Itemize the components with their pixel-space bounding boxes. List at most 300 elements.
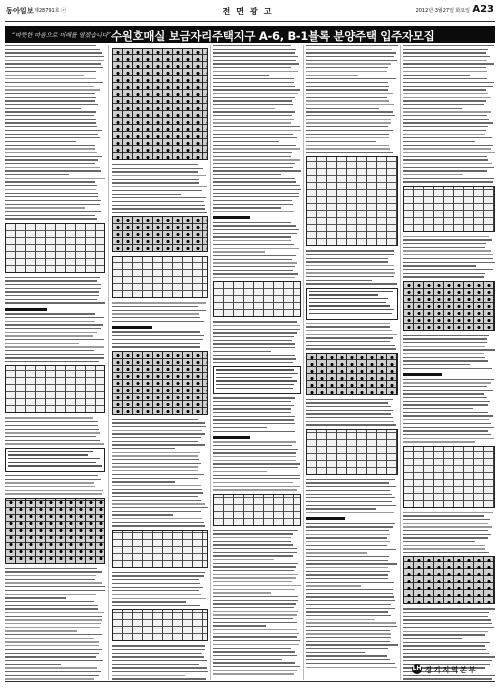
fine-print-line <box>306 337 393 338</box>
fine-print-line <box>306 608 395 609</box>
fine-print-line <box>5 163 95 164</box>
fine-print-line <box>403 627 494 628</box>
fine-print-line <box>213 456 296 457</box>
fine-print-line <box>213 45 291 46</box>
fine-print-line <box>213 137 297 138</box>
data-table <box>5 365 105 413</box>
fine-print-line <box>5 675 99 676</box>
fine-print-line <box>306 326 390 327</box>
fine-print-line <box>306 52 396 53</box>
fine-print-line <box>5 108 81 109</box>
fine-print-line <box>112 186 207 187</box>
fine-print-line <box>306 626 397 627</box>
fine-print-line <box>306 345 395 346</box>
section-heading-bar <box>213 436 250 439</box>
fine-print-line <box>213 441 296 442</box>
fine-print-line <box>213 563 298 564</box>
fine-print-line <box>306 633 391 634</box>
fine-print-line <box>306 505 396 506</box>
fine-print-line <box>112 590 199 591</box>
fine-print-line <box>213 126 300 127</box>
fine-print-line <box>5 204 100 205</box>
fine-print-line <box>306 334 397 335</box>
fine-print-line <box>306 63 391 64</box>
fine-print-line <box>5 664 61 665</box>
fine-print-line <box>112 448 175 449</box>
fine-print-line <box>213 566 296 567</box>
fine-print-line <box>5 167 100 168</box>
fine-print-line <box>403 342 487 343</box>
fine-print-line <box>403 608 495 609</box>
fine-print-line <box>306 585 361 586</box>
fine-print-line <box>306 637 391 638</box>
fine-print-line <box>213 614 297 615</box>
fine-print-line <box>213 251 265 252</box>
section-heading-bar <box>5 308 47 311</box>
fine-print-line <box>5 89 100 90</box>
fine-print-line <box>306 145 389 146</box>
fine-print-line <box>216 380 297 381</box>
fine-print-line <box>306 589 393 590</box>
data-table <box>306 156 398 246</box>
fine-print-line <box>306 549 396 550</box>
fine-print-line <box>5 332 97 333</box>
fine-print-line <box>403 623 492 624</box>
fine-print-line <box>403 368 492 369</box>
fine-print-line <box>213 225 296 226</box>
fine-print-line <box>112 594 201 595</box>
fine-print-line <box>112 649 205 650</box>
fine-print-line <box>306 56 394 57</box>
fine-print-line <box>306 655 387 656</box>
fine-print-line <box>213 93 298 94</box>
fine-print-line <box>213 100 292 101</box>
fine-print-line <box>309 298 388 299</box>
fine-print-line <box>213 75 269 76</box>
fine-print-line <box>403 89 486 90</box>
fine-print-line <box>5 601 94 602</box>
fine-print-line <box>5 590 105 591</box>
fine-print-line <box>306 667 397 668</box>
fine-print-line <box>306 417 393 418</box>
data-table <box>112 256 208 298</box>
fine-print-line <box>213 541 291 542</box>
fine-print-line <box>213 362 293 363</box>
issue-number: 제28791호 ⓔ <box>34 8 67 14</box>
fine-print-line <box>213 603 296 604</box>
fine-print-line <box>5 86 94 87</box>
text-column <box>403 45 495 680</box>
fine-print-line <box>112 500 201 501</box>
fine-print-line <box>306 571 390 572</box>
fine-print-line <box>213 86 295 87</box>
fine-print-line <box>213 622 297 623</box>
fine-print-line <box>309 309 394 310</box>
fine-print-line <box>213 405 294 406</box>
notice-box <box>306 288 398 320</box>
fine-print-line <box>309 313 392 314</box>
fine-print-line <box>306 545 387 546</box>
fine-print-line <box>5 189 96 190</box>
fine-print-line <box>213 471 267 472</box>
fine-print-line <box>403 415 493 416</box>
fine-print-line <box>213 134 293 135</box>
fine-print-line <box>5 207 85 208</box>
fine-print-line <box>306 663 395 664</box>
fine-print-line <box>5 75 84 76</box>
fine-print-line <box>306 410 393 411</box>
fine-print-line <box>403 541 475 542</box>
fine-print-line <box>5 159 98 160</box>
fine-print-line <box>306 49 392 50</box>
fine-print-line <box>403 434 491 435</box>
fine-print-line <box>213 581 292 582</box>
fine-print-line <box>213 332 297 333</box>
fine-print-line <box>403 273 485 274</box>
fine-print-line <box>5 350 94 351</box>
fine-print-line <box>5 67 103 68</box>
fine-print-line <box>213 211 294 212</box>
fine-print-line <box>213 266 295 267</box>
data-table <box>403 556 495 604</box>
fine-print-line <box>5 605 98 606</box>
fine-print-line <box>112 579 199 580</box>
fine-print-line <box>306 659 390 660</box>
fine-print-line <box>403 174 463 175</box>
fine-print-line <box>213 636 297 637</box>
fine-print-line <box>403 82 494 83</box>
fine-print-line <box>403 656 495 657</box>
fine-print-line <box>213 592 271 593</box>
fine-print-line <box>112 168 203 169</box>
fine-print-line <box>403 170 487 171</box>
ad-banner <box>5 26 495 43</box>
fine-print-line <box>5 93 95 94</box>
fine-print-line <box>213 673 294 674</box>
fine-print-line <box>5 678 94 679</box>
fine-print-line <box>5 321 95 322</box>
fine-print-line <box>213 145 296 146</box>
fine-print-line <box>112 175 206 176</box>
fine-print-line <box>213 347 295 348</box>
fine-print-line <box>306 283 397 284</box>
fine-print-line <box>403 523 488 524</box>
fine-print-line <box>213 666 300 667</box>
fine-print-line <box>5 335 93 336</box>
fine-print-line <box>5 52 102 53</box>
fine-print-line <box>213 273 298 274</box>
fine-print-line <box>213 159 300 160</box>
fine-print-line <box>403 262 495 263</box>
fine-print-line <box>403 156 487 157</box>
fine-print-line <box>5 594 96 595</box>
fine-print-line <box>403 653 489 654</box>
fine-print-line <box>112 441 198 442</box>
fine-print-line <box>213 596 298 597</box>
data-table <box>112 48 208 160</box>
fine-print-line <box>403 93 488 94</box>
fine-print-line <box>403 338 487 339</box>
fine-print-line <box>306 644 398 645</box>
fine-print-line <box>213 607 294 608</box>
fine-print-line <box>213 185 300 186</box>
fine-print-line <box>306 137 389 138</box>
fine-print-line <box>112 522 204 523</box>
fine-print-line <box>403 408 473 409</box>
fine-print-line <box>8 462 96 463</box>
fine-print-line <box>403 78 487 79</box>
text-column <box>213 45 301 680</box>
fine-print-line <box>403 412 488 413</box>
text-column <box>112 45 208 680</box>
data-table <box>112 351 208 415</box>
fine-print-line <box>112 321 204 322</box>
fine-print-line <box>112 664 199 665</box>
fine-print-line <box>112 302 206 303</box>
fine-print-line <box>403 167 494 168</box>
fine-print-line <box>213 625 266 626</box>
fine-print-line <box>403 537 488 538</box>
fine-print-line <box>306 111 393 112</box>
fine-print-line <box>403 86 493 87</box>
fine-print-line <box>213 618 293 619</box>
fine-print-line <box>213 530 298 531</box>
fine-print-line <box>306 330 392 331</box>
fine-print-line <box>306 141 376 142</box>
fine-print-line <box>112 587 203 588</box>
data-table <box>213 281 301 317</box>
fine-print-line <box>112 459 199 460</box>
fine-print-line <box>5 582 102 583</box>
fine-print-line <box>112 656 204 657</box>
fine-print-line <box>112 317 200 318</box>
fine-print-line <box>213 427 267 428</box>
fine-print-line <box>403 612 489 613</box>
fine-print-line <box>5 493 102 494</box>
fine-print-line <box>5 660 103 661</box>
fine-print-line <box>112 171 198 172</box>
fine-print-line <box>112 470 198 471</box>
fine-print-line <box>213 122 291 123</box>
fine-print-line <box>5 196 98 197</box>
fine-print-line <box>112 525 205 526</box>
fine-print-line <box>112 514 173 515</box>
fine-print-line <box>5 354 104 355</box>
fine-print-line <box>306 512 394 513</box>
fine-print-line <box>403 634 485 635</box>
fine-print-line <box>403 552 489 553</box>
fine-print-line <box>112 331 200 332</box>
fine-print-line <box>403 534 491 535</box>
fine-print-line <box>5 586 105 587</box>
fine-print-line <box>403 364 470 365</box>
notice-box <box>5 448 105 472</box>
fine-print-line <box>112 572 205 573</box>
fine-print-line <box>213 408 291 409</box>
fine-print-line <box>403 430 488 431</box>
fine-print-line <box>213 475 300 476</box>
fine-print-line <box>112 339 203 340</box>
fine-print-line <box>403 649 486 650</box>
fine-print-line <box>5 104 98 105</box>
fine-print-line <box>213 200 292 201</box>
fine-print-line <box>5 313 95 314</box>
fine-print-line <box>5 100 95 101</box>
fine-print-line <box>213 412 291 413</box>
fine-print-line <box>5 486 95 487</box>
fine-print-line <box>306 348 396 349</box>
fine-print-line <box>5 119 96 120</box>
fine-print-line <box>403 660 492 661</box>
fine-print-line <box>403 269 493 270</box>
fine-print-line <box>403 276 484 277</box>
fine-print-line <box>306 648 388 649</box>
fine-print-line <box>213 478 300 479</box>
section-heading-bar <box>403 373 442 376</box>
fine-print-line <box>306 45 398 46</box>
fine-print-line <box>213 559 274 560</box>
fine-print-line <box>213 445 292 446</box>
fine-print-line <box>112 463 201 464</box>
fine-print-line <box>213 640 300 641</box>
fine-print-line <box>213 655 297 656</box>
fine-print-line <box>403 335 489 336</box>
fine-print-line <box>403 645 485 646</box>
fine-print-line <box>403 67 486 68</box>
fine-print-line <box>309 294 378 295</box>
fine-print-line <box>306 630 390 631</box>
text-column <box>5 45 105 680</box>
fine-print-line <box>112 194 181 195</box>
fine-print-line <box>213 662 295 663</box>
fine-print-line <box>213 174 281 175</box>
fine-print-line <box>403 441 475 442</box>
fine-print-line <box>403 126 488 127</box>
fine-print-line <box>5 490 103 491</box>
fine-print-line <box>112 313 199 314</box>
fine-print-line <box>5 291 99 292</box>
fine-print-line <box>5 425 98 426</box>
fine-print-line <box>306 71 387 72</box>
fine-print-line <box>213 482 293 483</box>
fine-print-line <box>403 258 493 259</box>
fine-print-line <box>213 207 281 208</box>
fine-print-line <box>112 507 208 508</box>
fine-print-line <box>403 108 462 109</box>
fine-print-line <box>306 530 389 531</box>
fine-print-line <box>8 451 93 452</box>
fine-print-line <box>5 115 94 116</box>
fine-print-line <box>213 533 293 534</box>
fine-print-line <box>213 544 293 545</box>
fine-print-line <box>112 485 201 486</box>
fine-print-line <box>213 423 295 424</box>
fine-print-line <box>5 134 98 135</box>
fine-print-line <box>112 496 198 497</box>
fine-print-line <box>306 269 394 270</box>
fine-print-line <box>403 526 492 527</box>
fine-print-line <box>403 134 485 135</box>
fine-print-line <box>112 346 200 347</box>
fine-print-line <box>5 343 79 344</box>
fine-print-line <box>306 421 394 422</box>
fine-print-line <box>306 115 395 116</box>
fine-print-line <box>403 163 492 164</box>
fine-print-line <box>5 174 69 175</box>
fine-print-line <box>112 481 175 482</box>
fine-print-line <box>5 346 104 347</box>
fine-print-line <box>5 440 100 441</box>
fine-print-line <box>5 608 98 609</box>
fine-print-line <box>306 486 396 487</box>
fine-print-line <box>112 583 200 584</box>
fine-print-line <box>5 436 96 437</box>
fine-print-line <box>403 346 485 347</box>
fine-print-line <box>403 438 494 439</box>
fine-print-line <box>306 563 397 564</box>
fine-print-line <box>306 399 393 400</box>
fine-print-line <box>5 575 96 576</box>
fine-print-line <box>306 276 394 277</box>
fine-print-line <box>403 152 495 153</box>
fine-print-line <box>306 560 388 561</box>
fine-print-line <box>403 357 485 358</box>
section-heading-bar <box>306 517 345 520</box>
fine-print-line <box>5 148 95 149</box>
fine-print-line <box>216 373 298 374</box>
fine-print-line <box>5 178 105 179</box>
notice-box <box>213 366 301 394</box>
fine-print-line <box>5 649 102 650</box>
fine-print-line <box>5 280 97 281</box>
fine-print-line <box>213 644 299 645</box>
fine-print-line <box>112 201 204 202</box>
fine-print-line <box>5 56 104 57</box>
fine-print-line <box>112 197 206 198</box>
fine-print-line <box>112 466 198 467</box>
fine-print-line <box>213 577 296 578</box>
fine-print-line <box>5 656 96 657</box>
fine-print-line <box>213 340 292 341</box>
fine-print-line <box>306 265 394 266</box>
fine-print-line <box>306 280 372 281</box>
fine-print-line <box>5 645 99 646</box>
footer-rule <box>5 681 495 682</box>
fine-print-line <box>403 349 495 350</box>
fine-print-line <box>112 489 202 490</box>
column-divider <box>108 45 109 680</box>
fine-print-line <box>403 100 486 101</box>
fine-print-line <box>213 552 297 553</box>
fine-print-line <box>403 137 492 138</box>
fine-print-line <box>5 482 94 483</box>
fine-print-line <box>403 97 491 98</box>
ad-title: 수원호매실 보금자리주택지구 A-6, B-1블록 분양주택 입주자모집 <box>111 29 435 43</box>
fine-print-line <box>213 89 300 90</box>
fine-print-line <box>306 108 379 109</box>
fine-print-line <box>306 119 391 120</box>
fine-print-line <box>403 56 490 57</box>
fine-print-line <box>403 401 490 402</box>
fine-print-line <box>112 518 202 519</box>
fine-print-line <box>5 417 93 418</box>
fine-print-line <box>403 250 491 251</box>
data-table <box>5 223 105 273</box>
fine-print-line <box>213 255 296 256</box>
fine-print-line <box>306 593 393 594</box>
fine-print-line <box>213 570 294 571</box>
fine-print-line <box>403 75 470 76</box>
